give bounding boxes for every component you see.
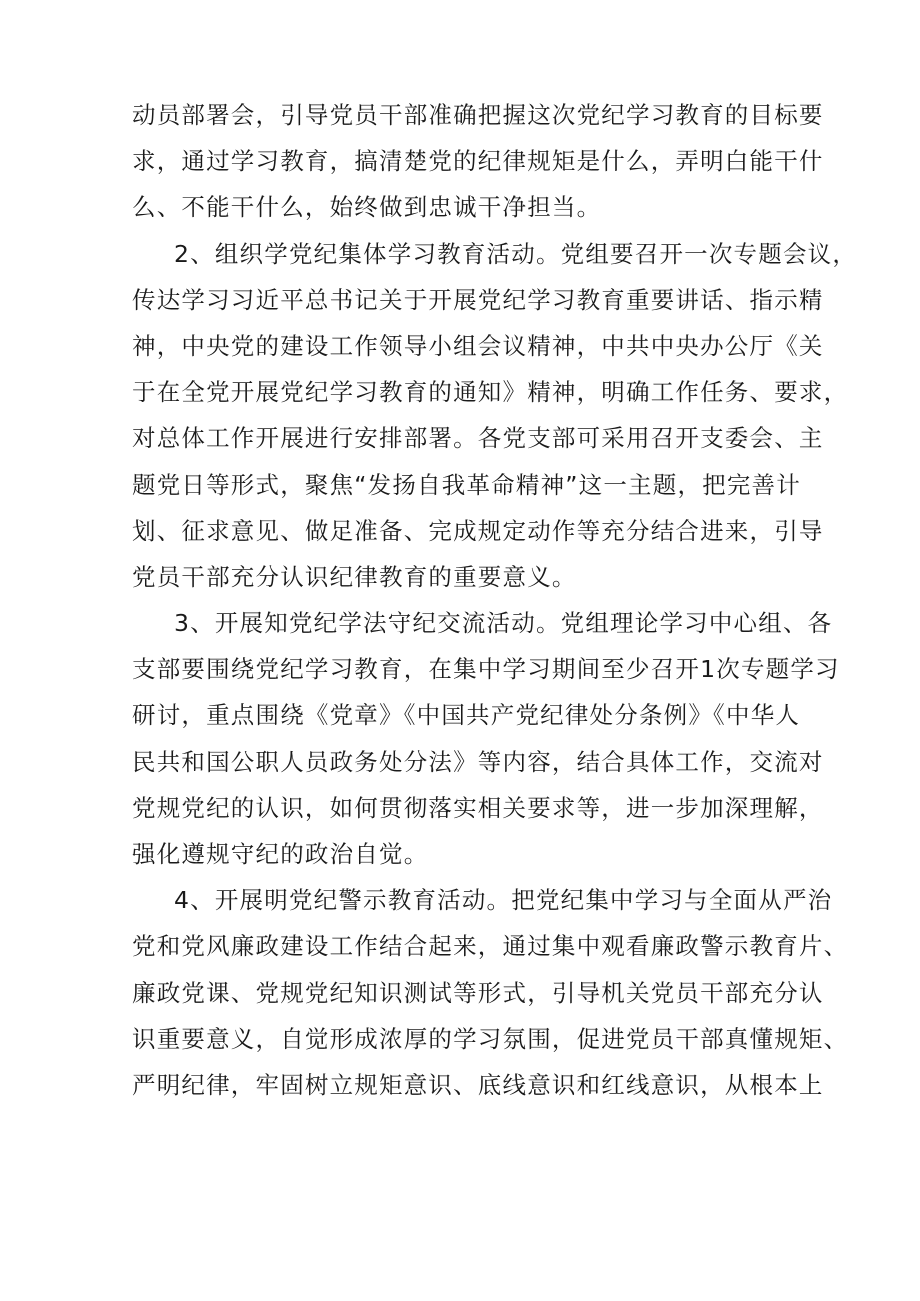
paragraph-line: 动员部署会，引导党员干部准确把握这次党纪学习教育的目标要 [132,101,824,129]
document-body [132,100,858,1116]
paragraph-line: 神，中央党的建设工作领导小组会议精神，中共中央办公厅《关 [132,331,824,360]
paragraph-line: 支部要围绕党纪学习教育，在集中学习期间至少召开1次专题学习 [132,655,840,684]
paragraph-line: 党和党风廉政建设工作结合起来，通过集中观看廉政警示教育片、 [132,932,849,961]
paragraph-line: 对总体工作开展进行安排部署。各党支部可采用召开支委会、主 [132,424,824,453]
paragraph-line: 民共和国公职人员政务处分法》等内容，结合具体工作，交流对 [132,747,824,776]
paragraph-line: 党员干部充分认识纪律教育的重要意义。 [132,562,577,591]
paragraph-line: 题党日等形式，聚焦“发扬自我革命精神”这一主题，把完善计 [132,470,801,499]
paragraph-line: 识重要意义，自觉形成浓厚的学习氛围，促进党员干部真懂规矩、 [132,1024,849,1053]
paragraph-line: 3、开展知党纪学法守纪交流活动。党组理论学习中心组、各 [174,609,833,638]
paragraph-line: 廉政党课、党规党纪知识测试等形式，引导机关党员干部充分认 [132,978,824,1007]
paragraph-line: 研讨，重点围绕《党章》《中国共产党纪律处分条例》《中华人 [132,701,801,730]
paragraph-line: 4、开展明党纪警示教育活动。把党纪集中学习与全面从严治 [174,886,833,915]
paragraph-line: 2、组织学党纪集体学习教育活动。党组要召开一次专题会议， [174,239,858,268]
paragraph-line: 传达学习习近平总书记关于开展党纪学习教育重要讲话、指示精 [132,285,824,314]
paragraph-line: 划、征求意见、做足准备、完成规定动作等充分结合进来，引导 [132,516,824,545]
paragraph-line: 求，通过学习教育，搞清楚党的纪律规矩是什么，弄明白能干什 [132,147,824,176]
paragraph-line: 党规党纪的认识，如何贯彻落实相关要求等，进一步加深理解， [132,793,824,822]
paragraph-line: 于在全党开展党纪学习教育的通知》精神，明确工作任务、要求， [132,378,849,407]
paragraph-line: 么、不能干什么，始终做到忠诚干净担当。 [132,193,602,222]
paragraph-line: 严明纪律，牢固树立规矩意识、底线意识和红线意识，从根本上 [132,1070,824,1099]
paragraph-line: 强化遵规守纪的政治自觉。 [132,840,429,868]
